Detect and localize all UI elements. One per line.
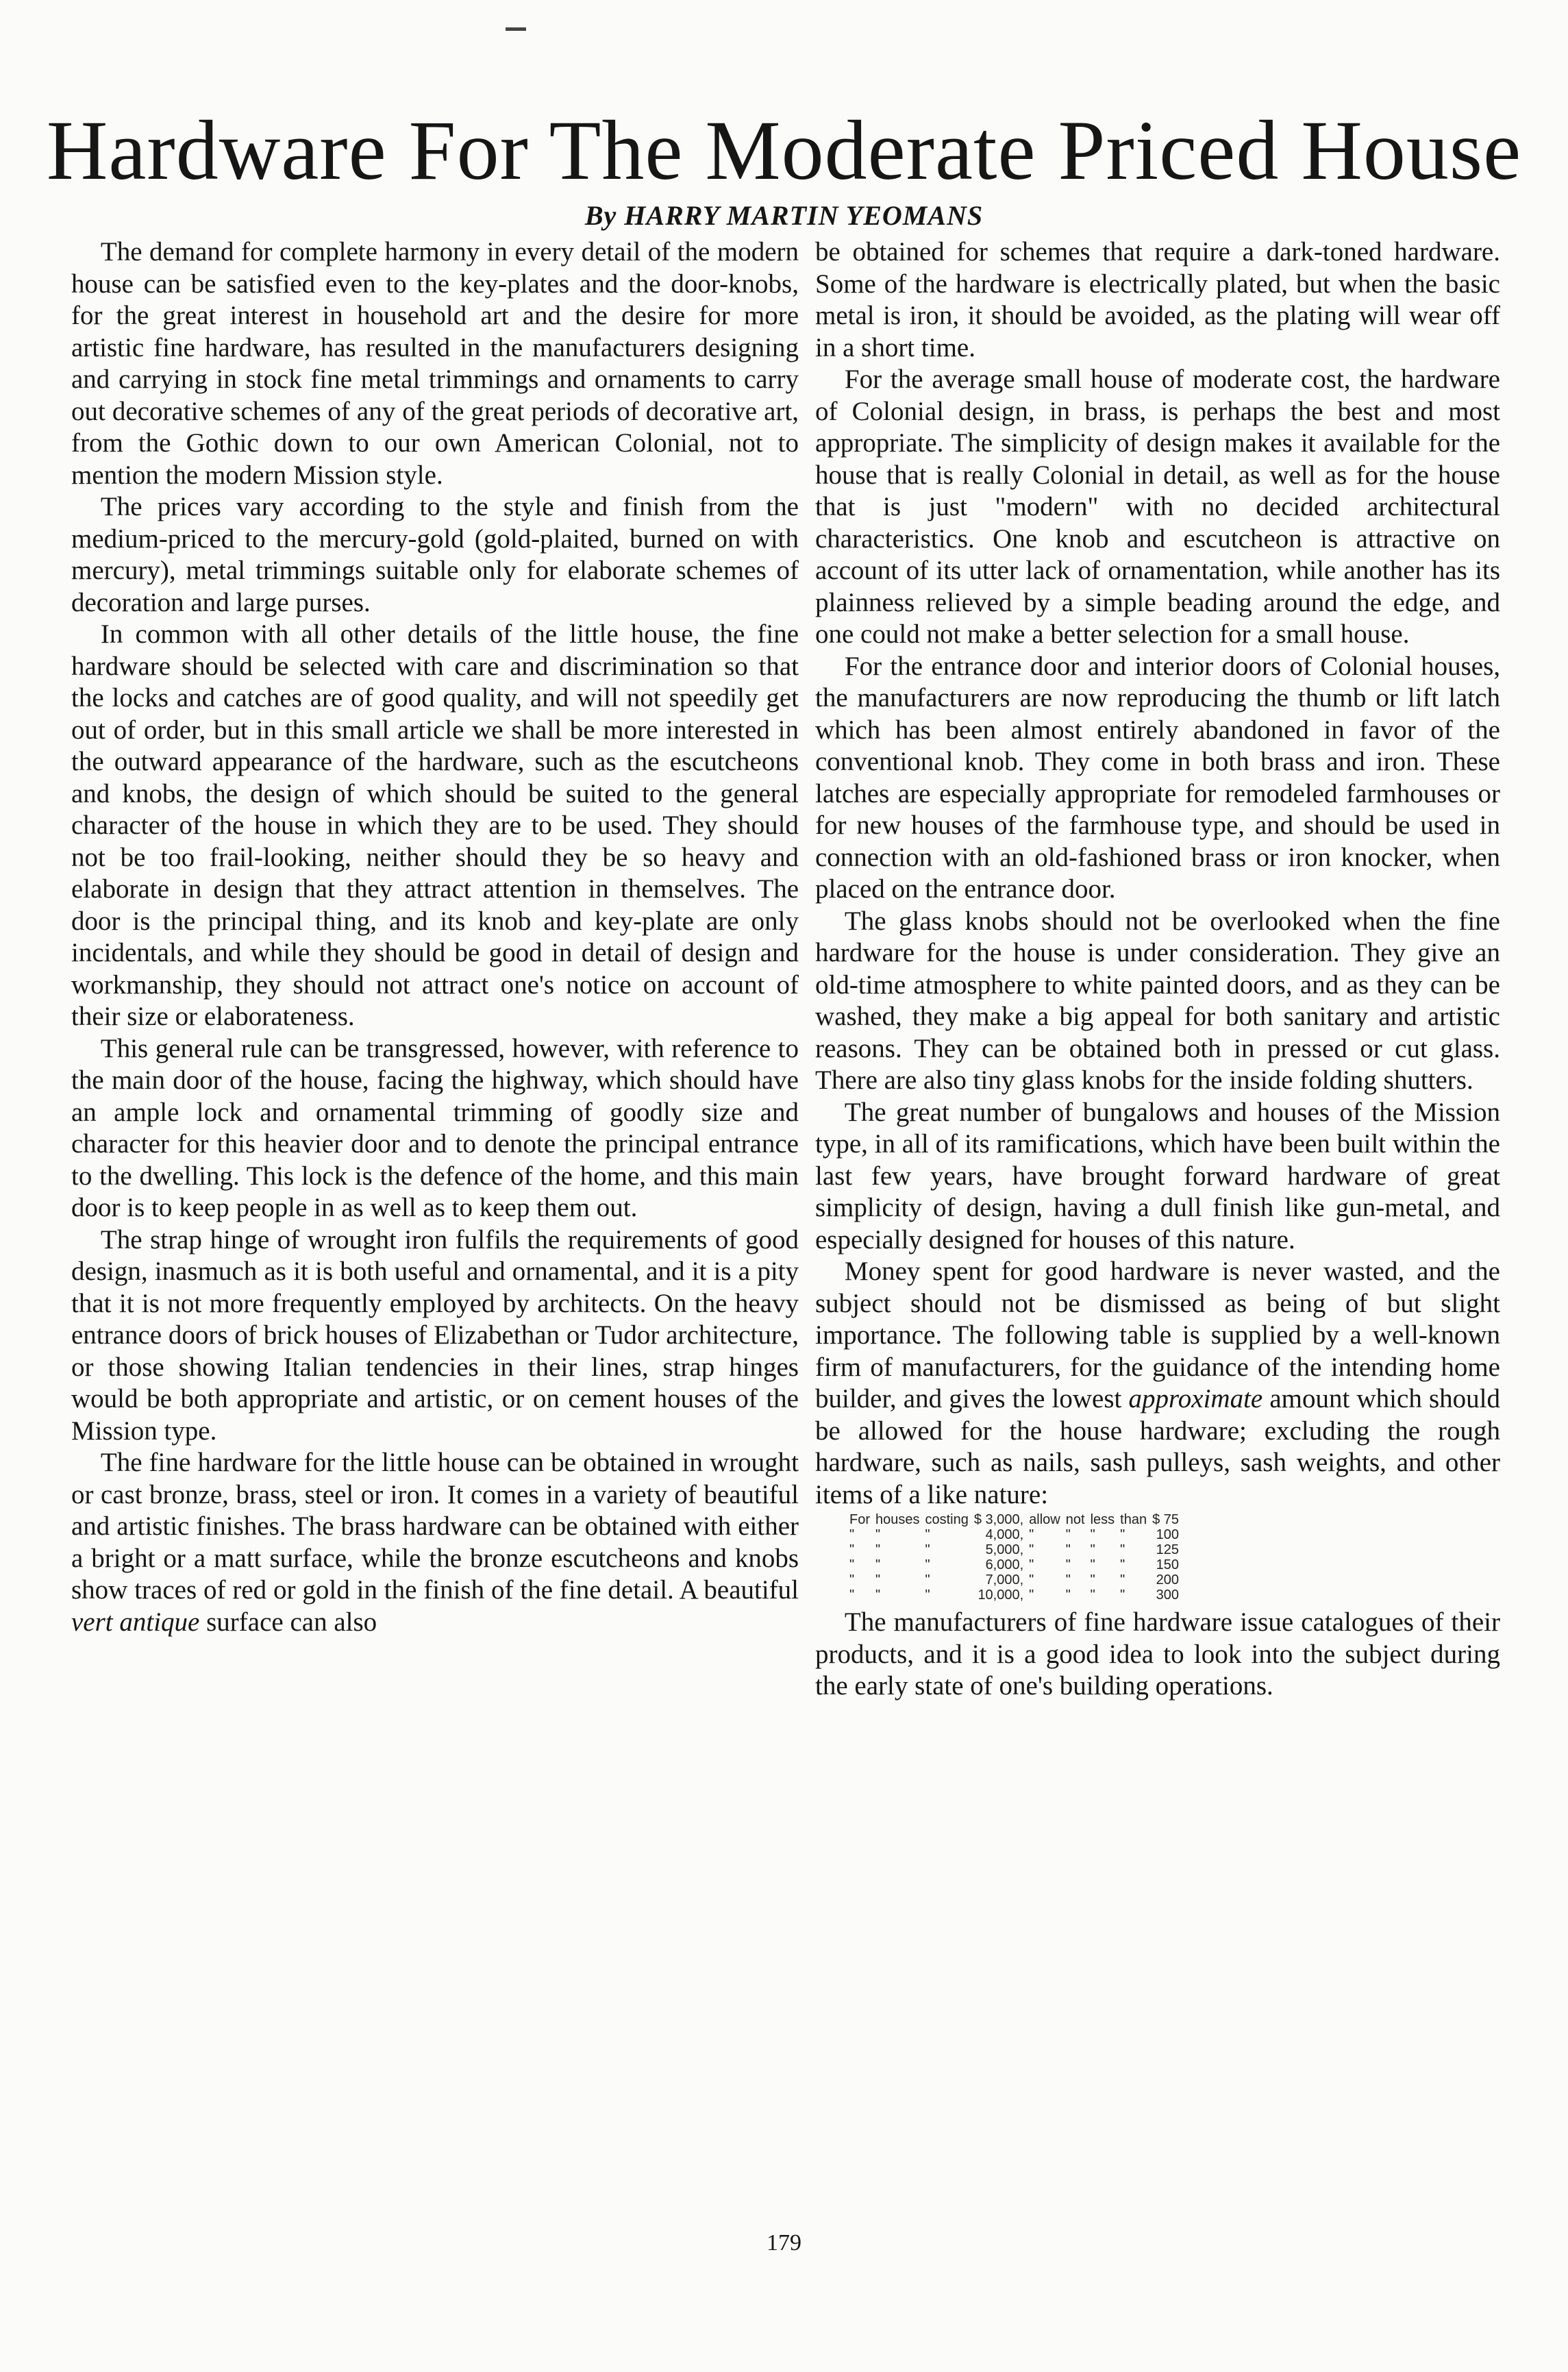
article-byline: By HARRY MARTIN YEOMANS <box>584 200 984 231</box>
text-run: surface can also <box>206 1607 377 1637</box>
ditto-mark: " <box>1065 1572 1071 1587</box>
right-column <box>815 236 1500 1703</box>
table-cell: For <box>849 1512 870 1527</box>
paragraph: The manufacturers of fine hardware issue catalogues of their products, and it is a good idea to look into the subject during the early state of one's building operations. <box>815 1607 1500 1701</box>
ditto-mark: " <box>875 1587 881 1603</box>
ditto-mark: " <box>1120 1572 1125 1587</box>
italic-term: vert antique <box>71 1607 200 1637</box>
ditto-mark: " <box>1029 1557 1034 1572</box>
ditto-mark: " <box>1065 1542 1071 1557</box>
ditto-mark: " <box>1120 1527 1125 1542</box>
ditto-mark: " <box>875 1572 881 1587</box>
hardware-allowance: 150 <box>1156 1557 1180 1572</box>
ditto-mark: " <box>1090 1542 1095 1557</box>
table-row <box>849 1512 1184 1527</box>
house-cost: 5,000, <box>985 1542 1024 1557</box>
ditto-mark: " <box>1065 1527 1071 1542</box>
text-run: amount which should be allowed for the house hardware; excluding the rough hardware, such as nails, sash pulleys, sash weights, and other items of a like nature: <box>815 1384 1500 1509</box>
house-cost: 10,000, <box>978 1587 1024 1603</box>
ditto-mark: " <box>1090 1527 1095 1542</box>
article-title: Hardware For The Moderate Priced House <box>46 103 1522 197</box>
page-number: 179 <box>767 2230 801 2256</box>
table-cell: less <box>1090 1512 1115 1527</box>
ditto-mark: " <box>875 1557 881 1572</box>
ditto-mark: " <box>1029 1587 1034 1603</box>
paragraph: For the average small house of moderate cost, the hardware of Colonial design, in brass, is perhaps the best and most appropriate. The simplicity of design makes it available for the house that is really Colonial in detail, as well as for the house that is just "modern" with no decided architectural characteristics. One knob and escutcheon is attractive on account of its utter lack of ornamentation, while another has its plainness relieved by a simple beading around the edge, and one could not make a better selection for a small house. <box>815 365 1500 649</box>
hardware-allowance: $ 75 <box>1152 1512 1180 1527</box>
table-row <box>849 1527 1184 1542</box>
text-run: Money spent for good hardware is never wasted, and the subject should not be dismissed as being of but slight importance. The following table is supplied by a well-known firm of manufacturers, for the guidance of the intending home builder, and gives the lowest <box>815 1257 1500 1413</box>
table-cell: not <box>1065 1512 1085 1527</box>
ditto-mark: " <box>1029 1572 1034 1587</box>
italic-term: approximate <box>1128 1384 1263 1413</box>
ditto-mark: " <box>849 1557 855 1572</box>
house-cost: 6,000, <box>985 1557 1024 1572</box>
ditto-mark: " <box>925 1557 930 1572</box>
paragraph: This general rule can be transgressed, however, with reference to the main door of the house, facing the highway, which should have an ample lock and ornamental trimming of goodly size and character for this heavier door and to denote the principal entrance to the dwelling. This lock is the defence of the home, and this main door is to keep people in as well as to keep them out. <box>71 1033 799 1222</box>
ditto-mark: " <box>1090 1587 1095 1603</box>
ditto-mark: " <box>925 1542 930 1557</box>
ditto-mark: " <box>925 1527 930 1542</box>
house-cost: 4,000, <box>985 1527 1024 1542</box>
text-run: The fine hardware for the little house can be obtained in wrought or cast bronze, brass, steel or iron. It comes in a variety of beautiful and artistic finishes. The brass hardware can be obtained with either a bright or a matt surface, while the bronze escutcheons and knobs show traces of red or gold in the finish of the fine detail. A beautiful <box>71 1448 799 1605</box>
table-row <box>849 1572 1184 1587</box>
ditto-mark: " <box>1029 1527 1034 1542</box>
paragraph-continued: be obtained for schemes that require a dark-toned hardware. Some of the hardware is electrically plated, but when the basic metal is iron, it should be avoided, as the plating will wear off in a short time. <box>815 237 1500 362</box>
ditto-mark: " <box>1090 1572 1095 1587</box>
ditto-mark: " <box>875 1542 881 1557</box>
table-cell: than <box>1120 1512 1147 1527</box>
ditto-mark: " <box>1065 1587 1071 1603</box>
paragraph: The strap hinge of wrought iron fulfils the requirements of good design, inasmuch as it is both useful and ornamental, and it is a pity that it is not more frequently employed by architects. On the heavy entrance doors of brick houses of Elizabethan or Tudor architecture, or those showing Italian tendencies in their lines, strap hinges would be both appropriate and artistic, or on cement houses of the Mission type. <box>71 1224 799 1446</box>
ditto-mark: " <box>1090 1557 1095 1572</box>
ditto-mark: " <box>849 1527 855 1542</box>
paragraph: The glass knobs should not be overlooked when the fine hardware for the house is under consideration. They give an old-time atmosphere to white painted doors, and as they can be washed, they make a big appeal for both sanitary and artistic reasons. They can be obtained both in pressed or cut glass. There are also tiny glass knobs for the inside folding shutters. <box>815 906 1500 1095</box>
paragraph <box>71 1447 799 1638</box>
ditto-mark: " <box>1029 1542 1034 1557</box>
table-row <box>849 1542 1184 1557</box>
ditto-mark: " <box>1120 1542 1125 1557</box>
hardware-allowance: 100 <box>1156 1527 1180 1542</box>
table-row <box>849 1557 1184 1572</box>
ditto-mark: " <box>849 1587 855 1603</box>
hardware-cost-table <box>849 1512 1184 1603</box>
ditto-mark: " <box>925 1572 930 1587</box>
scan-mark <box>506 27 526 31</box>
table-row <box>849 1587 1184 1603</box>
ditto-mark: " <box>875 1527 881 1542</box>
ditto-mark: " <box>1120 1587 1125 1603</box>
ditto-mark: " <box>849 1572 855 1587</box>
table-cell: houses <box>875 1512 920 1527</box>
hardware-allowance: 125 <box>1156 1542 1180 1557</box>
ditto-mark: " <box>1065 1557 1071 1572</box>
ditto-mark: " <box>1120 1557 1125 1572</box>
paragraph: In common with all other details of the little house, the fine hardware should be selected with care and discrimination so that the locks and catches are of good quality, and will not speedily get out of order, but in this small article we shall be more interested in the outward appearance of the hardware, such as the escutcheons and knobs, the design of which should be suited to the general character of the house in which they are to be used. They should not be too frail-looking, neither should they be so heavy and elaborate in design that they attract attention in themselves. The door is the principal thing, and its knob and key-plate are only incidentals, and while they should be good in detail of design and workmanship, they should not attract one's notice on account of their size or elaborateness. <box>71 619 799 1031</box>
left-column <box>71 236 799 1638</box>
table-cell: costing <box>925 1512 969 1527</box>
ditto-mark: " <box>849 1542 855 1557</box>
paragraph: The demand for complete harmony in every detail of the modern house can be satisfied even to the key-plates and the door-knobs, for the great interest in household art and the desire for more artistic fine hardware, has resulted in the manufacturers designing and carrying in stock fine metal trimmings and ornaments to carry out decorative schemes of any of the great periods of decorative art, from the Gothic down to our own American Colonial, not to mention the modern Mission style. <box>71 237 799 490</box>
paragraph: The great number of bungalows and houses of the Mission type, in all of its ramifications, which have been built within the last few years, have brought forward hardware of great simplicity of design, having a dull finish like gun-metal, and especially designed for houses of this nature. <box>815 1097 1500 1255</box>
paragraph <box>815 1256 1500 1511</box>
ditto-mark: " <box>925 1587 930 1603</box>
house-cost: 7,000, <box>985 1572 1024 1587</box>
paragraph: For the entrance door and interior doors of Colonial houses, the manufacturers are now reproducing the thumb or lift latch which has been almost entirely abandoned in favor of the conventional knob. They come in both brass and iron. These latches are especially appropriate for remodeled farmhouses or for new houses of the farmhouse type, and should be used in connection with an old-fashioned brass or iron knocker, when placed on the entrance door. <box>815 651 1500 904</box>
house-cost: $ 3,000, <box>973 1512 1024 1527</box>
paragraph: The prices vary according to the style and finish from the medium-priced to the mercury-gold (gold-plaited, burned on with mercury), metal trimmings suitable only for elaborate schemes of decoration and large purses. <box>71 492 799 617</box>
hardware-allowance: 300 <box>1156 1587 1180 1603</box>
table-cell: allow <box>1029 1512 1060 1527</box>
hardware-allowance: 200 <box>1156 1572 1180 1587</box>
